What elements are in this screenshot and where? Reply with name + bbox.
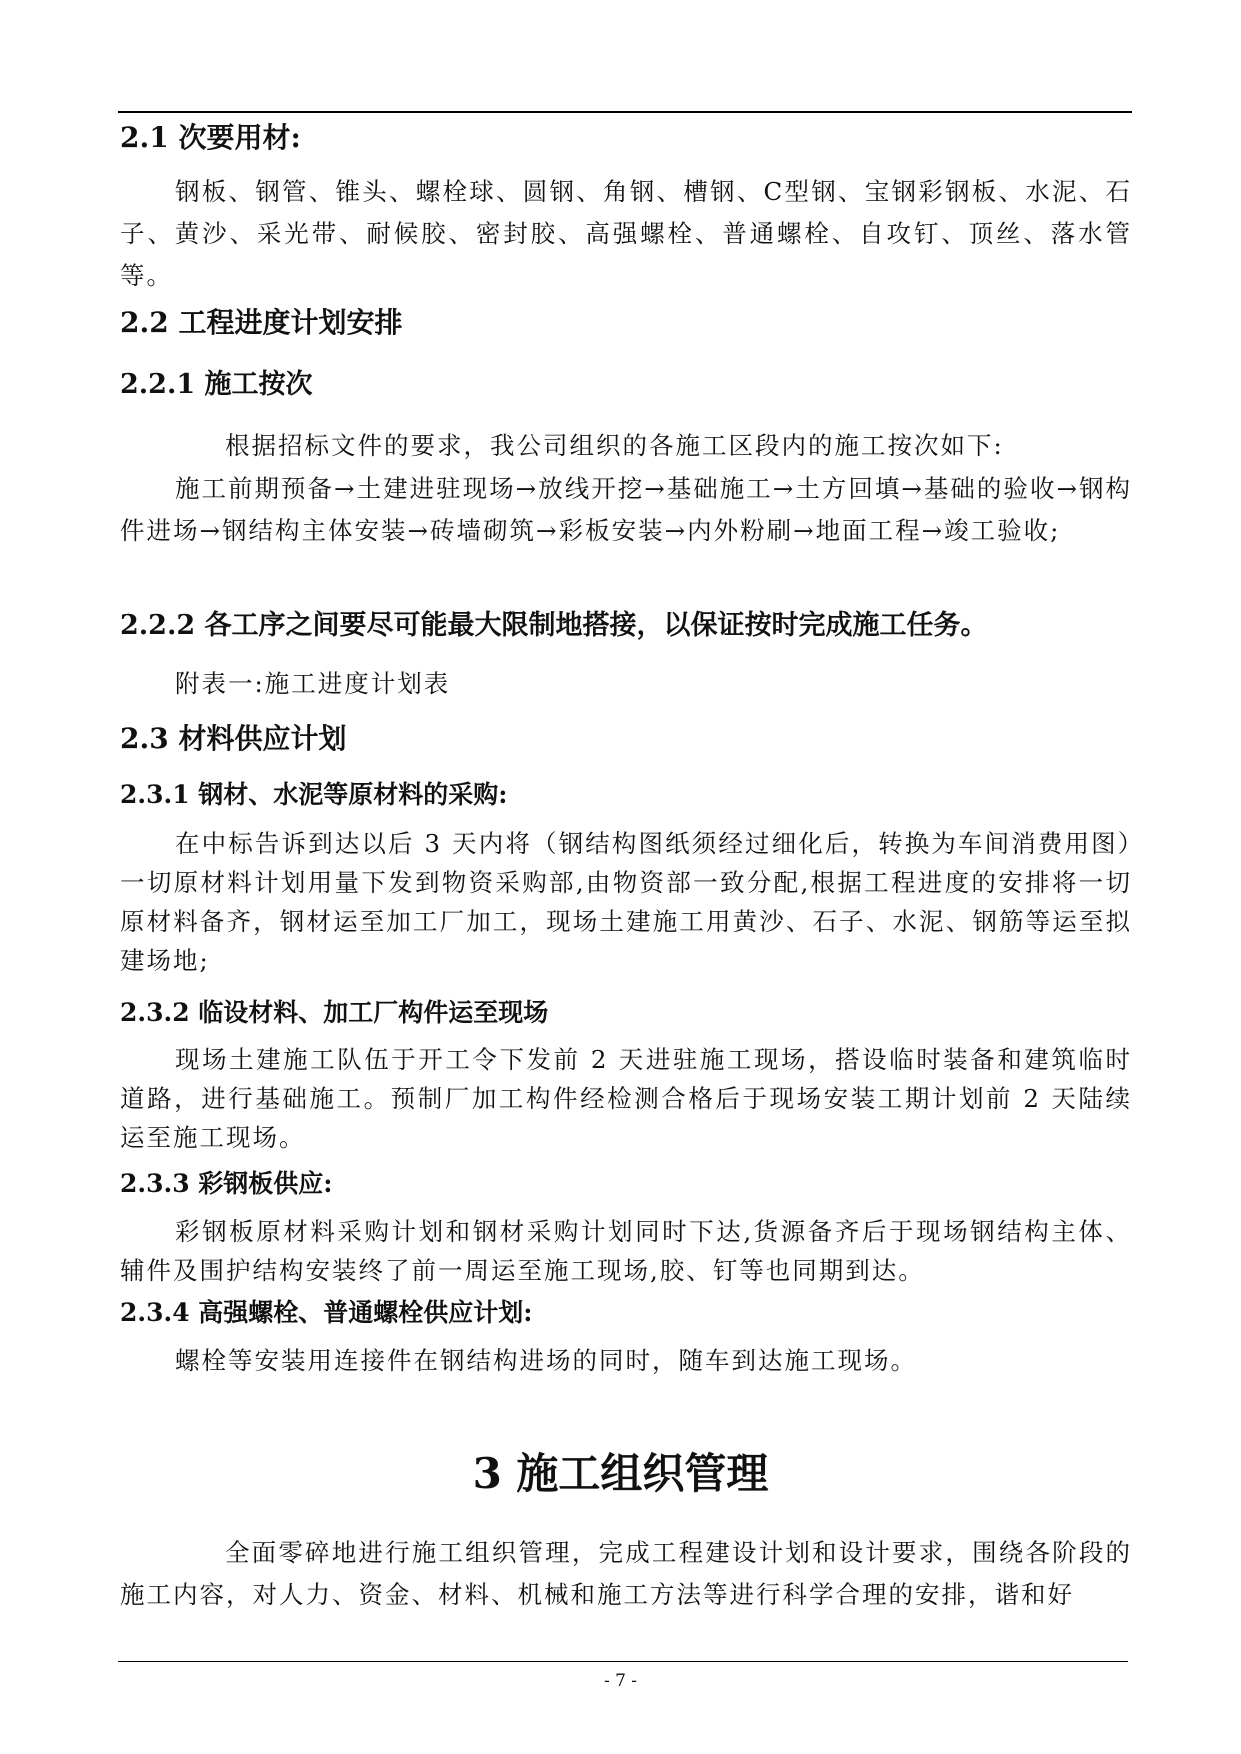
paragraph-2-3-3: 彩钢板原材料采购计划和钢材采购计划同时下达,货源备齐后于现场钢结构主体、辅件及围护结构安装终了前一周运至施工现场,胶、钉等也同期到达。 (120, 1217, 1132, 1285)
paragraph-2-3-4: 螺栓等安装用连接件在钢结构进场的同时，随车到达施工现场。 (175, 1346, 917, 1375)
heading-2-1: 2.1 次要用材: (120, 121, 301, 154)
paragraph-3: 全面零碎地进行施工组织管理，完成工程建设计划和设计要求，围绕各阶段的施工内容，对人力、资金、材料、机械和施工方法等进行科学合理的安排，谐和好 (120, 1538, 1132, 1609)
paragraph-2-2-2: 附表一:施工进度计划表 (175, 669, 451, 698)
paragraph-2-2-1-sequence: 施工前期预备→土建进驻现场→放线开挖→基础施工→土方回填→基础的验收→钢构件进场→钢结构主体安装→砖墙砌筑→彩板安装→内外粉刷→地面工程→竣工验收; (120, 474, 1132, 545)
heading-2-2: 2.2 工程进度计划安排 (120, 306, 403, 339)
heading-2-3-2: 2.3.2 临设材料、加工厂构件运至现场 (120, 998, 549, 1027)
header-rule (118, 111, 1132, 113)
paragraph-2-3-1: 在中标告诉到达以后 3 天内将（钢结构图纸须经过细化后，转换为车间消费用图）一切原材料计划用量下发到物资采购部,由物资部一致分配,根据工程进度的安排将一切原材料备齐，钢材运至加工厂加工，现场土建施工用黄沙、石子、水泥、钢筋等运至拟建场地; (120, 829, 1132, 975)
footer-rule (118, 1661, 1128, 1662)
paragraph-2-2-1-intro: 根据招标文件的要求，我公司组织的各施工区段内的施工按次如下: (225, 431, 1004, 460)
heading-2-3-4: 2.3.4 高强螺栓、普通螺栓供应计划: (120, 1298, 533, 1327)
chapter-title-3: 3 施工组织管理 (472, 1449, 769, 1498)
heading-2-2-1: 2.2.1 施工按次 (120, 369, 313, 400)
heading-2-2-2: 2.2.2 各工序之间要尽可能最大限制地搭接，以保证按时完成施工任务。 (120, 610, 988, 641)
page-number: - 7 - (603, 1671, 638, 1691)
heading-2-3: 2.3 材料供应计划 (120, 722, 347, 755)
paragraph-2-3-2: 现场土建施工队伍于开工令下发前 2 天进驻施工现场，搭设临时装备和建筑临时道路，进行基础施工。预制厂加工构件经检测合格后于现场安装工期计划前 2 天陆续运至施工现场。 (120, 1045, 1132, 1152)
heading-2-3-3: 2.3.3 彩钢板供应: (120, 1169, 333, 1198)
paragraph-2-1: 钢板、钢管、锥头、螺栓球、圆钢、角钢、槽钢、C型钢、宝钢彩钢板、水泥、石子、黄沙、采光带、耐候胶、密封胶、高强螺栓、普通螺栓、自攻钉、顶丝、落水管等。 (120, 177, 1132, 290)
heading-2-3-1: 2.3.1 钢材、水泥等原材料的采购: (120, 780, 508, 809)
